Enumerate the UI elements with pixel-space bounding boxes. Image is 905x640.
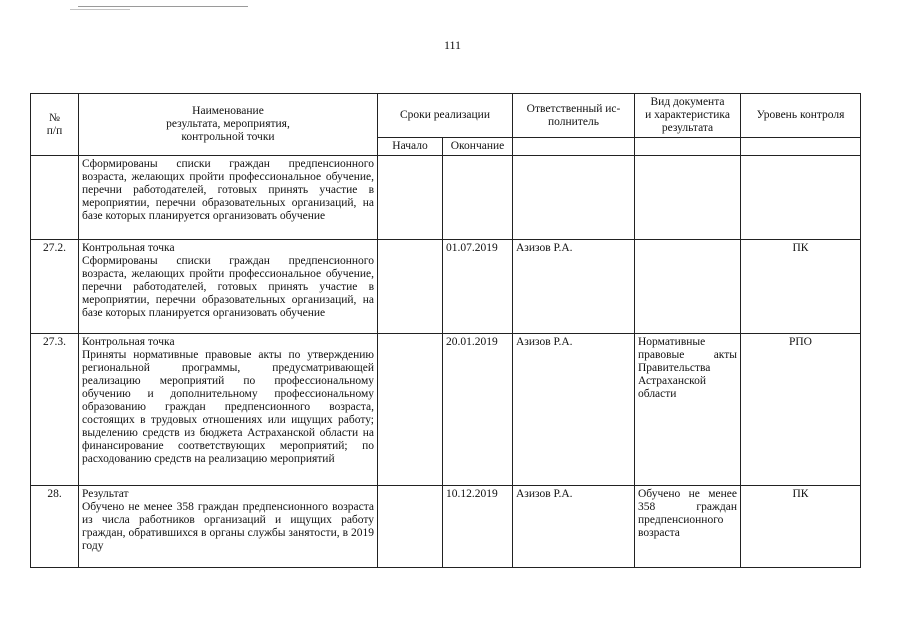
row-end: 01.07.2019	[443, 240, 513, 334]
row-num: 27.3.	[31, 334, 79, 486]
table-row	[31, 240, 861, 334]
row-executor: Азизов Р.А.	[513, 486, 635, 568]
row-executor: Азизов Р.А.	[513, 240, 635, 334]
row-end	[443, 156, 513, 240]
row-text: Приняты нормативные правовые акты по утверждению региональной программы, предусматривающей реализацию мероприятий по профессиональному обучению и дополнительному профессиональному образованию граждан предпенсионного возраста, состоящих в трудовых отношениях или ищущих работу; выделению средств из бюджета Астраханской области на финансирование соответствующих мероприятий; по расходованию средств на реализацию мероприятий	[82, 349, 374, 465]
header-control: Уровень контроля	[741, 94, 861, 138]
header-row	[31, 94, 861, 138]
row-executor	[513, 156, 635, 240]
table-row	[31, 156, 861, 240]
row-title: Контрольная точка	[82, 242, 175, 254]
header-document-empty	[635, 138, 741, 156]
header-name	[79, 94, 378, 156]
row-end: 20.01.2019	[443, 334, 513, 486]
row-num: 27.2.	[31, 240, 79, 334]
header-document	[635, 94, 741, 138]
row-num	[31, 156, 79, 240]
row-control: РПО	[741, 334, 861, 486]
header-document-line: и характеристика	[645, 109, 730, 121]
row-control	[741, 156, 861, 240]
header-name-line: контрольной точки	[181, 131, 275, 143]
header-executor-line: Ответственный ис-	[526, 102, 621, 115]
header-executor-empty	[513, 138, 635, 156]
row-document	[635, 156, 741, 240]
header-num-label: № п/п	[46, 111, 63, 137]
row-text: Сформированы списки граждан предпенсионного возраста, желающих пройти профессиональное обучение, перечни работодателей, готовых принять участие в мероприятии, перечни образовательных организаций, на базе которых планируется организовать обучение	[82, 255, 374, 319]
row-document: Обучено не менее 358 граждан предпенсионного возраста	[635, 486, 741, 568]
row-description	[79, 156, 378, 240]
row-title: Контрольная точка	[82, 336, 175, 348]
scan-artifact-line	[70, 9, 130, 10]
header-executor	[513, 94, 635, 138]
header-dates: Сроки реализации	[378, 94, 513, 138]
row-text: Сформированы списки граждан предпенсионного возраста, желающих пройти профессиональное обучение, перечни работодателей, готовых принять участие в мероприятии, перечни образовательных организаций, на базе которых планируется организовать обучение	[82, 158, 374, 222]
scan-artifact-line	[78, 6, 248, 7]
row-document	[635, 240, 741, 334]
row-description	[79, 240, 378, 334]
row-title: Результат	[82, 488, 129, 500]
row-start	[378, 486, 443, 568]
row-start	[378, 240, 443, 334]
row-start	[378, 156, 443, 240]
row-start	[378, 334, 443, 486]
page-number: 111	[443, 38, 462, 52]
row-control: ПК	[741, 240, 861, 334]
table-row	[31, 334, 861, 486]
header-name-line: результата, мероприятия,	[166, 118, 290, 130]
plan-table	[30, 93, 861, 568]
header-document-line: результата	[661, 122, 714, 134]
row-control: ПК	[741, 486, 861, 568]
row-num: 28.	[31, 486, 79, 568]
header-start: Начало	[378, 138, 443, 156]
row-description	[79, 334, 378, 486]
header-control-empty	[741, 138, 861, 156]
row-end: 10.12.2019	[443, 486, 513, 568]
row-text: Обучено не менее 358 граждан предпенсионного возраста из числа работников организаций и ищущих работу граждан, обратившихся в органы службы занятости, в 2019 году	[82, 501, 374, 552]
table-row	[31, 486, 861, 568]
header-end: Окончание	[443, 138, 513, 156]
header-num	[31, 94, 79, 156]
row-executor: Азизов Р.А.	[513, 334, 635, 486]
header-name-line: Наименование	[192, 105, 264, 117]
row-document: Нормативные правовые акты Правительства Астраханской области	[635, 334, 741, 486]
header-document-line: Вид документа	[650, 96, 725, 108]
row-description	[79, 486, 378, 568]
header-executor-line: полнитель	[548, 115, 599, 128]
